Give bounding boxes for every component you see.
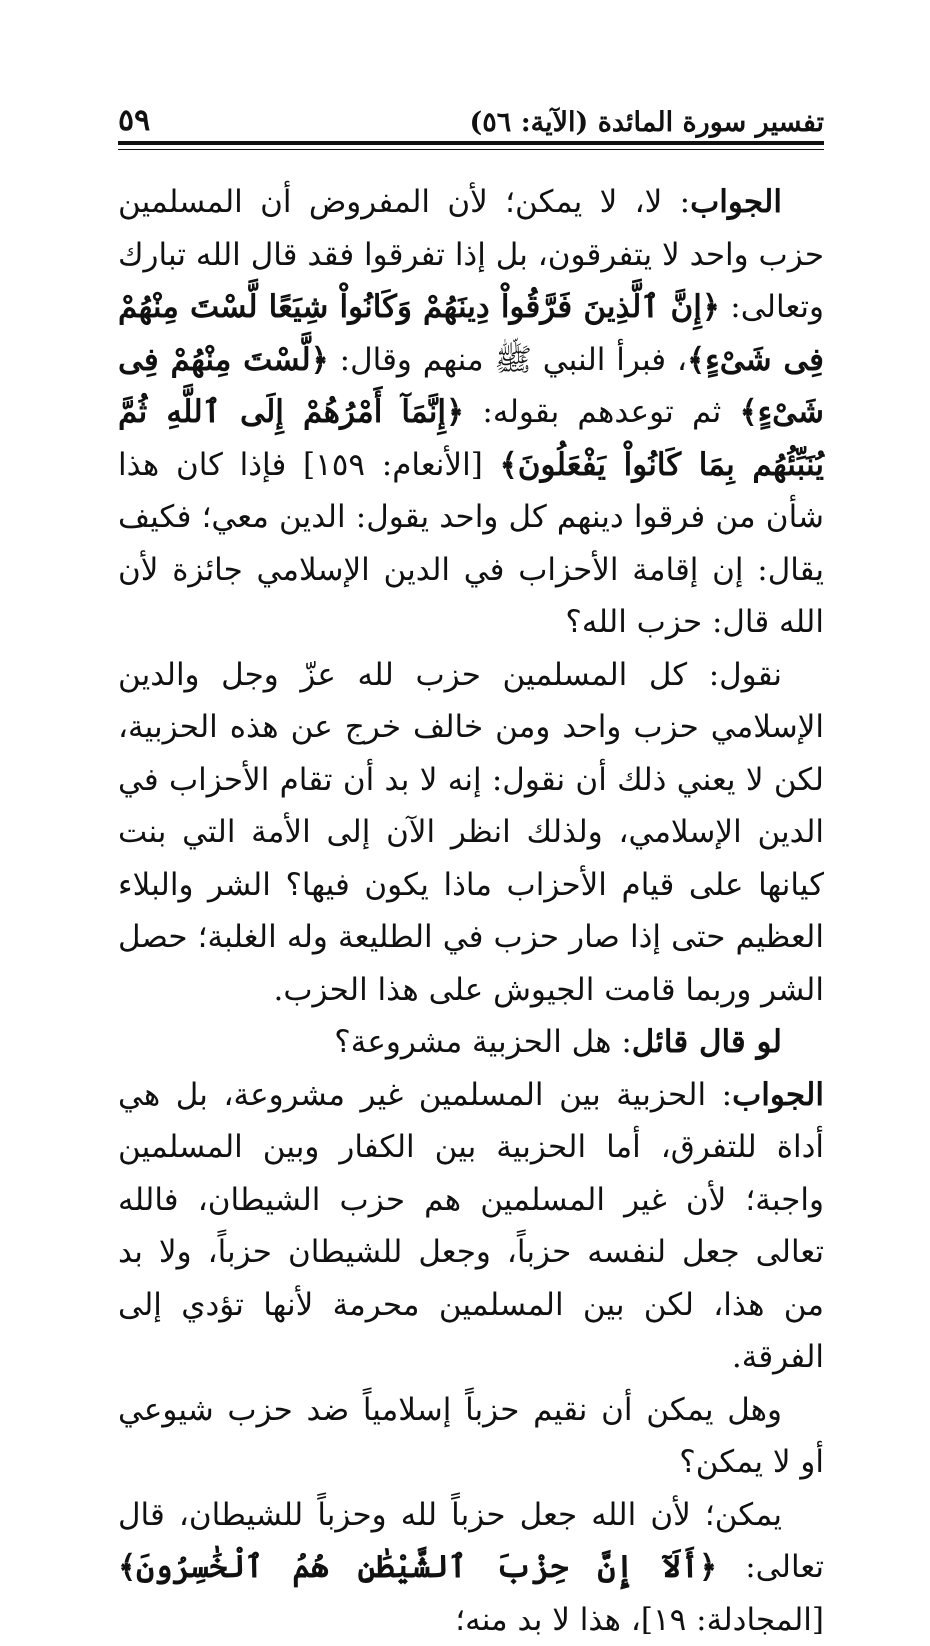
paragraph-text: [الأنعام: ١٥٩] فإذا كان هذا شأن من فرقوا دينهم كل واحد يقول: الدين معي؛ فكيف يقال: إن إقامة الأحزاب في الدين الإسلامي جائزة لأن الله قال: حزب الله؟ — [118, 447, 824, 641]
question-label: لو قال قائل — [632, 1024, 782, 1060]
paragraph-text: ثم توعدهم بقوله: — [464, 394, 739, 430]
paragraph-text: [المجادلة: ١٩]، هذا لا بد منه؛ — [455, 1602, 824, 1638]
page-number: ٥٩ — [118, 103, 150, 138]
header-rule-thick — [118, 141, 824, 145]
paragraph-text: : الحزبية بين المسلمين غير مشروعة، بل هي أداة للتفرق، أما الحزبية بين الكفار وبين المسلمين واجبة؛ لأن غير المسلمين هم حزب الشيطان، فالله تعالى جعل لنفسه حزباً، وجعل للشيطان حزباً، ولا بد من هذا، لكن بين المسلمين محرمة لأنها تؤدي إلى الفرقة. — [118, 1077, 824, 1376]
running-header — [118, 98, 824, 138]
paragraph-6 — [118, 1489, 824, 1646]
quran-verse: ﴿إِنَّمَآ أَمْرُهُمْ إِلَى ٱللَّهِ ثُمَّ يُنَبِّئُهُم بِمَا كَانُواْ يَفْعَلُونَ﴾ — [118, 394, 824, 483]
page-body — [118, 176, 824, 1646]
paragraph-answer-2 — [118, 1069, 824, 1384]
paragraph-text: : لا، لا يمكن؛ لأن المفروض أن المسلمين حزب واحد لا يتفرقون، بل إذا تفرقوا فقد قال الله تبارك وتعالى: — [118, 184, 824, 325]
paragraph-answer-1 — [118, 176, 824, 649]
paragraph-text: يمكن؛ لأن الله جعل حزباً لله وحزباً للشيطان، قال تعالى: — [118, 1497, 824, 1586]
header-rule-thin — [118, 149, 824, 150]
paragraph-text: : هل الحزبية مشروعة؟ — [334, 1024, 632, 1060]
paragraph-5: وهل يمكن أن نقيم حزباً إسلامياً ضد حزب شيوعي أو لا يمكن؟ — [118, 1384, 824, 1489]
quran-verse: ﴿أَلَآ إِنَّ حِزْبَ ٱلشَّيْطَٰنِ هُمُ ٱلْخَٰسِرُونَ﴾ — [118, 1549, 717, 1585]
answer-label: الجواب — [690, 184, 782, 220]
quran-verse: ﴿لَّسْتَ مِنْهُمْ فِى شَىْءٍ﴾ — [118, 342, 824, 431]
answer-label: الجواب — [732, 1077, 824, 1113]
paragraph-question — [118, 1016, 824, 1069]
paragraph-text: ، فبرأ النبي ﷺ منهم وقال: — [329, 342, 687, 378]
running-title: تفسير سورة المائدة (الآية: ٥٦) — [470, 107, 825, 138]
paragraph-2: نقول: كل المسلمين حزب لله عزّ وجل والدين الإسلامي حزب واحد ومن خالف خرج عن هذه الحزبية، لكن لا يعني ذلك أن نقول: إنه لا بد أن تقام الأحزاب في الدين الإسلامي، ولذلك انظر الآن إلى الأمة التي بنت كيانها على قيام الأحزاب ماذا يكون فيها؟ الشر والبلاء العظيم حتى إذا صار حزب في الطليعة وله الغلبة؛ حصل الشر وربما قامت الجيوش على هذا الحزب. — [118, 649, 824, 1017]
quran-verse: ﴿إِنَّ ٱلَّذِينَ فَرَّقُواْ دِينَهُمْ وَكَانُواْ شِيَعًا لَّسْتَ مِنْهُمْ فِى شَىْءٍ﴾ — [118, 289, 824, 378]
